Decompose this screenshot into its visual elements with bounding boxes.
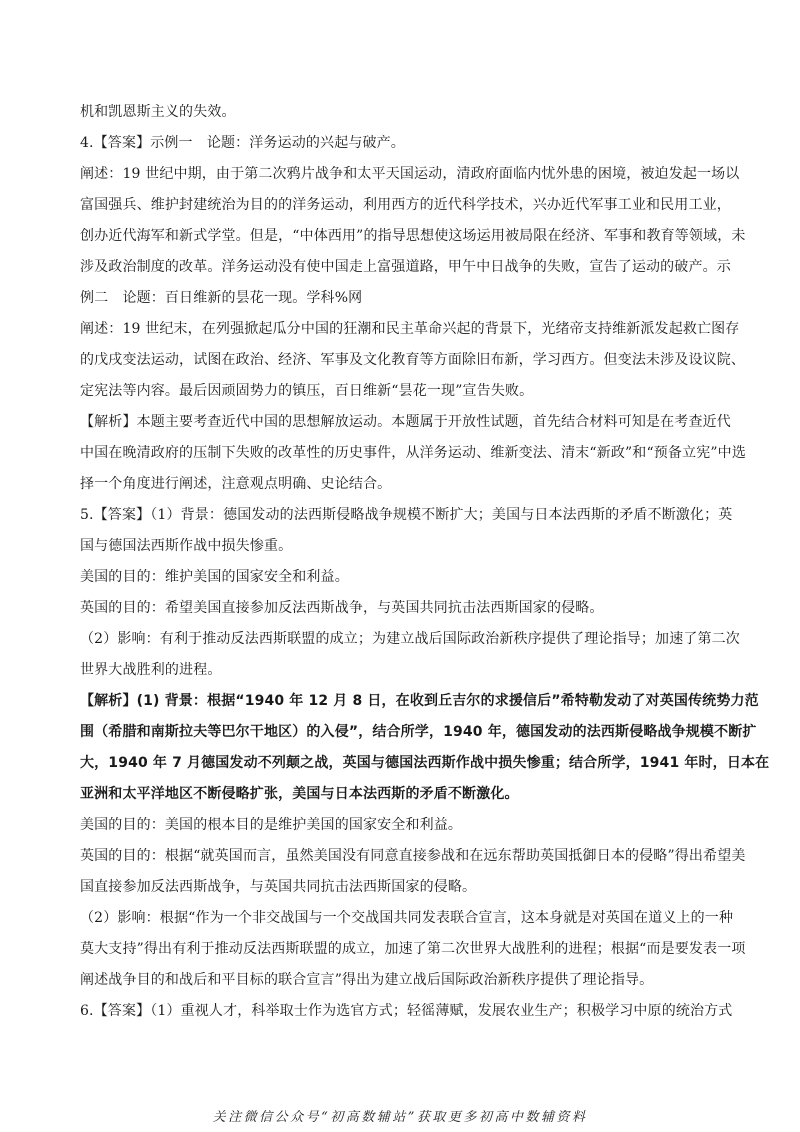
- answer-5-heading: 5.【答案】（1）背景：德国发动的法西斯侵略战争规模不断扩大；美国与日本法西斯的矛盾不断激化；英: [80, 507, 733, 523]
- answer-text-body: [80, 97, 770, 1027]
- text-line: 定宪法等内容。最后因顽固势力的镇压，百日维新“昙花一现”宣告失败。: [80, 383, 534, 399]
- text-line: 例二 论题：百日维新的昙花一现。学科%网: [80, 290, 363, 306]
- analysis-4-line: 【解析】本题主要考查近代中国的思想解放运动。本题属于开放性试题，首先结合材料可知是在考查近代: [80, 414, 731, 430]
- text-line: 围（希腊和南斯拉夫等巴尔干地区）的入侵”，结合所学，1940 年，德国发动的法西斯侵略战争规模不断扩: [80, 724, 757, 740]
- text-line: 国直接参加反法西斯战争，与英国共同抗击法西斯国家的侵略。: [80, 879, 477, 895]
- text-line: 阐述：19 世纪中期，由于第二次鸦片战争和太平天国运动，清政府面临内忧外患的困境，被迫发起一场以: [80, 166, 740, 182]
- answer-6-heading: 6.【答案】（1）重视人才，科举取士作为选官方式；轻徭薄赋，发展农业生产；积极学习中原的统治方式: [80, 1003, 733, 1019]
- text-line: 涉及政治制度的改革。洋务运动没有使中国走上富强道路，甲午中日战争的失败，宣告了运动的破产。示: [80, 259, 731, 275]
- text-line: 大，1940 年 7 月德国发动不列颠之战，英国与德国法西斯作战中损失惨重；结合所学，1941 年时，日本在: [80, 755, 770, 771]
- text-line: 机和凯恩斯主义的失效。: [80, 104, 236, 120]
- footer-note: 关注微信公众号“初高数辅站”获取更多初高中数辅资料: [212, 1110, 588, 1125]
- text-line: 国与德国法西斯作战中损失惨重。: [80, 538, 293, 554]
- text-line: 美国的目的：维护美国的国家安全和利益。: [80, 569, 349, 585]
- text-line: 美国的目的：美国的根本目的是维护美国的国家安全和利益。: [80, 817, 463, 833]
- text-line: 亚洲和太平洋地区不断侵略扩张，美国与日本法西斯的矛盾不断激化。: [80, 786, 519, 802]
- text-line: 世界大战胜利的进程。: [80, 662, 222, 678]
- text-line: （2）影响：根据“作为一个非交战国与一个交战国共同发表联合宣言，这本身就是对英国在道义上的一种: [80, 910, 734, 926]
- text-line: 阐述：19 世纪末，在列强掀起瓜分中国的狂潮和民主革命兴起的背景下，光绪帝支持维新派发起救亡图存: [80, 321, 740, 337]
- answer-4-heading: 4.【答案】示例一 论题：洋务运动的兴起与破产。: [80, 135, 405, 151]
- text-line: 择一个角度进行阐述，注意观点明确、史论结合。: [80, 476, 392, 492]
- text-line: 的戊戌变法运动，试图在政治、经济、军事及文化教育等方面除旧布新，学习西方。但变法未涉及设议院、: [80, 352, 746, 368]
- text-line: 富国强兵、维护封建统治为目的的洋务运动，利用西方的近代科学技术，兴办近代军事工业和民用工业，: [80, 197, 731, 213]
- text-line: 英国的目的：希望美国直接参加反法西斯战争，与英国共同抗击法西斯国家的侵略。: [80, 600, 604, 616]
- text-line: 英国的目的：根据“就英国而言，虽然美国没有同意直接参战和在远东帮助英国抵御日本的侵略”得出希望美: [80, 848, 746, 864]
- text-line: 莫大支持”得出有利于推动反法西斯联盟的成立，加速了第二次世界大战胜利的进程；根据“而是要发表一项: [80, 941, 746, 957]
- analysis-5-line: 【解析】(1) 背景：根据“1940 年 12 月 8 日，在收到丘吉尔的求援信后”希特勒发动了对英国传统势力范: [80, 693, 759, 709]
- text-line: 阐述战争目的和战后和平目标的联合宣言”得出为建立战后国际政治新秩序提供了理论指导。: [80, 972, 654, 988]
- text-line: 创办近代海军和新式学堂。但是，“中体西用”的指导思想使这场运用被局限在经济、军事和教育等领域，未: [80, 228, 746, 244]
- text-line: 中国在晚清政府的压制下失败的改革性的历史事件，从洋务运动、维新变法、清末“新政”和“预备立宪”中选: [80, 445, 746, 461]
- text-line: （2）影响：有利于推动反法西斯联盟的成立；为建立战后国际政治新秩序提供了理论指导；加速了第二次: [80, 631, 740, 647]
